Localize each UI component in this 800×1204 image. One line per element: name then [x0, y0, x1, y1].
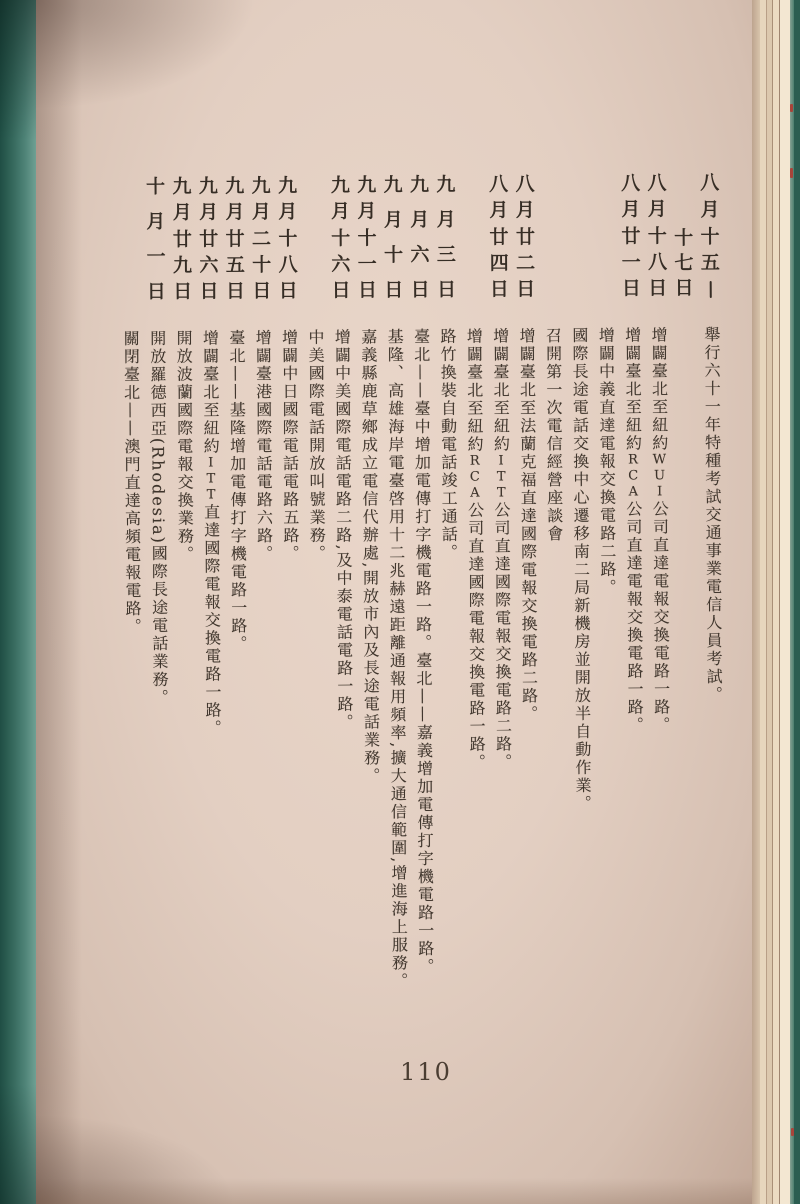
entry-event: 增闢臺港國際電話電路六路。 [253, 329, 274, 564]
entry-date: 九 月 十 六 日 [330, 174, 351, 302]
entry-event: 嘉義縣鹿草鄉成立電信代辦處,開放市內及長途電話業務。 [358, 328, 381, 786]
entry-event: 中美國際電話開放叫號業務。 [305, 328, 327, 563]
date-spacer [591, 175, 618, 299]
entry-date: 九 月 十 日 [383, 174, 404, 302]
date-spacer [116, 178, 143, 302]
entry-date: 九 月 廿 六 日 [198, 175, 219, 303]
entry-date: 九 月 十 八 日 [277, 174, 298, 302]
entry-event: 國際長途電話交換中心遷移南二局新機房並開放半自動作業。 [569, 326, 593, 813]
page-edge-stack [760, 0, 767, 1204]
entry-event: 增闢中日國際電話電路五路。 [279, 328, 301, 563]
entry-date: 八 月 廿 四 日 [489, 173, 509, 301]
chronology [111, 171, 729, 1058]
date-spacer [301, 177, 328, 301]
entry-date: 十 七 日 [674, 227, 694, 300]
page-bottom-edge [36, 1178, 752, 1204]
entry-event: 開放羅德西亞(Rhodesia)國際長途電話業務。 [147, 329, 170, 707]
entry-event: 增闢臺北至紐約ITT公司直達國際電報交換電路二路。 [490, 327, 513, 772]
date-spacer [565, 175, 592, 299]
book-cover-spine [0, 0, 36, 1204]
entry-date: 八 月 十 五 [697, 174, 724, 298]
page-edge-stack [752, 0, 760, 1204]
entry-date: 八 月 十 八 日 [647, 172, 668, 300]
entry-date: 九 月 六 日 [409, 173, 430, 302]
range-dash [709, 281, 711, 298]
entry-event: 臺北——基隆增加電傳打字機電路一路。 [226, 329, 249, 654]
page-number: 110 [400, 1058, 452, 1086]
entry-date: 九 月 十 一 日 [357, 174, 378, 302]
entry-event: 增闢中美國際電話電路二路,及中泰電話電路一路。 [332, 328, 355, 732]
date-spacer [538, 175, 565, 299]
entry-date: 九 月 廿 五 日 [225, 175, 246, 303]
chronology-column [697, 171, 730, 1054]
entry-event: 臺北——臺中增加電傳打字機電路一路。臺北——嘉義增加電傳打字機電路一路。 [411, 327, 436, 977]
entry-event: 召開第一次電信經營座談會 [543, 326, 564, 544]
back-cover-edge [794, 0, 800, 1204]
entry-event: 增闢臺北至紐約RCA公司直達電報交換電路一路。 [622, 326, 645, 735]
entry-event: 關閉臺北——澳門直達高頻電報電路。 [121, 329, 143, 637]
entry-event: 開放波蘭國際電報交換業務。 [173, 329, 195, 564]
book-page [36, 0, 752, 1204]
entry-event: 增闢臺北至紐約WUI公司直達電報交換電路一路。 [648, 326, 671, 735]
entry-event: 增闢中義直達電報交換電路二路。 [596, 326, 618, 597]
entry-event: 增闢臺北至紐約ITT直達國際電報交換電路一路。 [200, 329, 223, 738]
entry-event: 基隆、高雄海岸電臺啓用十二兆赫遠距離通報用頻率,擴大通信範圍,增進海上服務。 [385, 328, 409, 991]
top-left-shadow [36, 0, 256, 110]
cover-speck [791, 1128, 794, 1136]
entry-event: 路竹換裝自動電話竣工通話。 [437, 327, 459, 562]
entry-event: 舉行六十一年特種考試交通事業電信人員考試。 [701, 325, 724, 705]
page-edge-stack [780, 0, 790, 1204]
entry-event: 增闢臺北至紐約RCA公司直達國際電報交換電路一路。 [464, 327, 487, 772]
entry-date: 十 月 一 日 [145, 175, 166, 303]
date-spacer [459, 176, 486, 300]
entry-date: 八 月 廿 二 日 [515, 173, 536, 301]
spine-shadow [36, 0, 82, 1204]
entry-date: 九 月 三 日 [436, 173, 457, 301]
entry-date: 九 月 二 十 日 [251, 175, 272, 303]
cover-speck [790, 168, 793, 178]
entry-date: 九 月 廿 九 日 [172, 175, 193, 303]
page-edge-stack [773, 0, 780, 1204]
cover-speck [790, 104, 793, 112]
entry-date: 八 月 廿 一 日 [621, 172, 641, 300]
entry-event: 增闢臺北至法蘭克福直達國際電報交換電路二路。 [517, 327, 539, 724]
